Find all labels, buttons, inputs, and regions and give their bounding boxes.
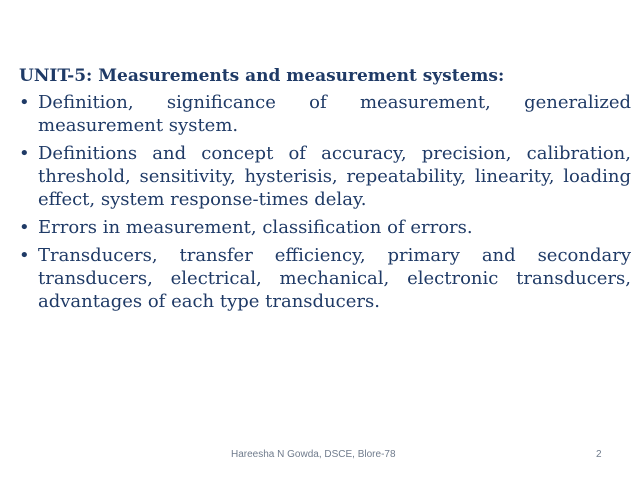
slide-title: UNIT-5: Measurements and measurement systems: [19,66,505,86]
bullet-icon: • [19,217,30,238]
bullet-item [19,216,631,239]
page-number: 2 [596,449,602,460]
bullet-item [19,244,631,313]
bullet-item [19,142,631,211]
bullet-text: Definitions and concept of accuracy, precision, calibration, threshold, sensitivity, hysterisis, repeatability, linearity, loading effect, system response-times delay. [38,143,631,210]
footer-author: Hareesha N Gowda, DSCE, Blore-78 [231,449,396,460]
bullet-list [19,91,631,318]
bullet-icon: • [19,245,30,266]
bullet-icon: • [19,143,30,164]
bullet-icon: • [19,92,30,113]
bullet-text: Transducers, transfer efficiency, primary and secondary transducers, electrical, mechanical, electronic transducers, advantages of each type transducers. [38,245,631,312]
bullet-text: Errors in measurement, classification of errors. [38,217,473,238]
bullet-item [19,91,631,137]
bullet-text: Definition, significance of measurement, generalized measurement system. [38,92,631,136]
